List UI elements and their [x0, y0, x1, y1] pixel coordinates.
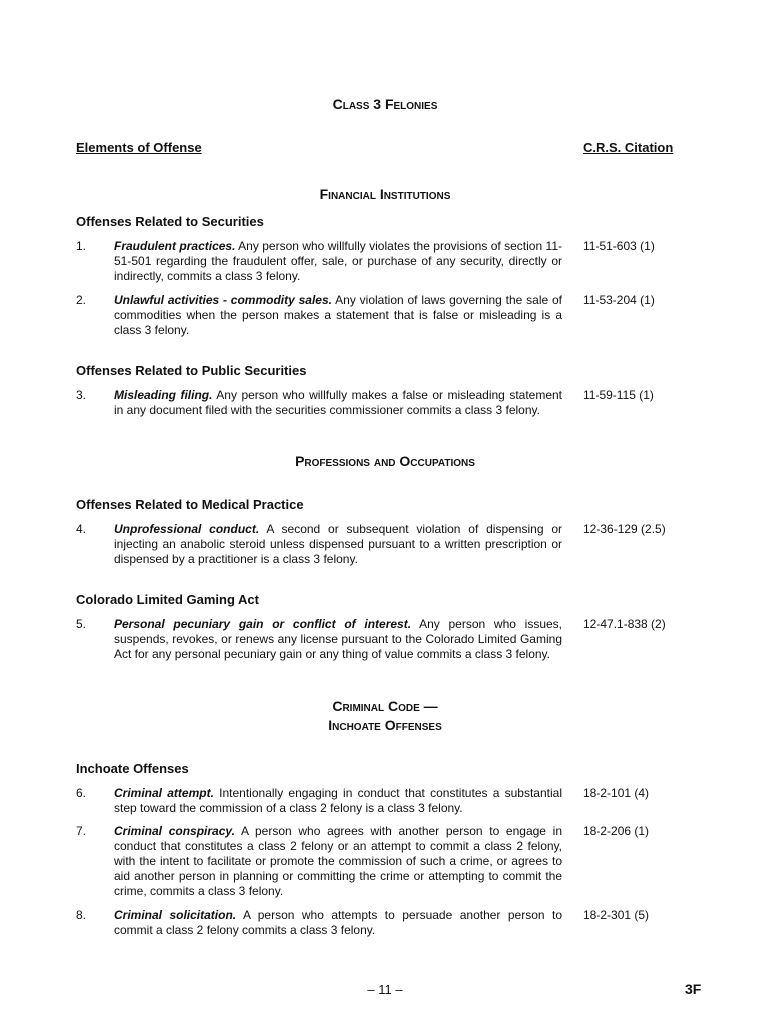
page-number: – 11 – [367, 982, 403, 997]
entry-term: Fraudulent practices. [114, 239, 236, 253]
entry-description: Any person who issues, suspends, revokes, or renews any license pursuant to the Colorado Limited Gaming Act for any personal pecuniary gain or any thing of value commits a class 3 felony. [114, 617, 562, 661]
entry-text [114, 786, 562, 816]
entry-term: Personal pecuniary gain or conflict of interest. [114, 617, 412, 631]
entry-text [114, 908, 562, 938]
section-title-criminal-code: Criminal Code — [332, 698, 438, 714]
entry-number: 4. [76, 522, 87, 536]
entry-number: 7. [76, 824, 87, 838]
entry-text [114, 239, 562, 284]
subhead-public-securities: Offenses Related to Public Securities [76, 363, 307, 378]
entry-description: A person who attempts to persuade another person to commit a class 2 felony commits a class 3 felony. [114, 908, 563, 937]
entry-citation: 18-2-206 (1) [583, 824, 650, 838]
entry-citation: 11-53-204 (1) [583, 293, 655, 307]
entry-text [114, 522, 562, 567]
column-header-elements: Elements of Offense [76, 140, 202, 155]
entry-description: Intentionally engaging in conduct that constitutes a substantial step toward the commission of a class 2 felony is a class 3 felony. [114, 786, 562, 815]
entry-text [114, 617, 562, 662]
entry-citation: 12-47.1-838 (2) [583, 617, 666, 631]
section-title-financial-institutions: Financial Institutions [319, 186, 451, 202]
section-code: 3F [685, 981, 702, 997]
subhead-limited-gaming: Colorado Limited Gaming Act [76, 592, 259, 607]
entry-description: A person who agrees with another person to engage in conduct that constitutes a class 2 felony or an attempt to commit a class 2 felony, with the intent to facilitate or promote the commission of such a crime, or agrees to aid another person in planning or committing the crime or attempting to commit the crime, commits a class 3 felony. [114, 824, 562, 898]
entry-term: Unlawful activities - commodity sales. [114, 293, 332, 307]
entry-citation: 11-59-115 (1) [583, 388, 654, 402]
entry-number: 8. [76, 908, 87, 922]
section-title-inchoate: Inchoate Offenses [328, 717, 442, 733]
entry-term: Criminal conspiracy. [114, 824, 235, 838]
entry-description: Any person who willfully violates the provisions of section 11-51-501 regarding the fraudulent offer, sale, or purchase of any security, directly or indirectly, commits a class 3 felony. [114, 239, 562, 283]
entry-description: Any violation of laws governing the sale of commodities when the person makes a statement that is false or misleading is a class 3 felony. [114, 293, 562, 337]
page-title: Class 3 Felonies [332, 96, 438, 112]
column-header-citation: C.R.S. Citation [583, 140, 674, 155]
entry-number: 5. [76, 617, 87, 631]
entry-citation: 18-2-301 (5) [583, 908, 650, 922]
entry-term: Criminal solicitation. [114, 908, 237, 922]
entry-number: 6. [76, 786, 87, 800]
entry-term: Criminal attempt. [114, 786, 214, 800]
entry-text [114, 293, 562, 338]
subhead-inchoate-offenses: Inchoate Offenses [76, 761, 189, 776]
entry-description: Any person who willfully makes a false or misleading statement in any document filed with the securities commissioner commits a class 3 felony. [114, 388, 563, 417]
entry-text [114, 824, 562, 899]
entry-term: Misleading filing. [114, 388, 213, 402]
entry-number: 2. [76, 293, 87, 307]
entry-term: Unprofessional conduct. [114, 522, 260, 536]
entry-citation: 11-51-603 (1) [583, 239, 655, 253]
entry-number: 3. [76, 388, 87, 402]
subhead-securities: Offenses Related to Securities [76, 214, 264, 229]
entry-description: A second or subsequent violation of dispensing or injecting an anabolic steroid unless dispensed pursuant to a written prescription or dispensed by a practitioner is a class 3 felony. [114, 522, 562, 566]
entry-citation: 12-36-129 (2.5) [583, 522, 666, 536]
section-title-professions: Professions and Occupations [295, 453, 475, 469]
subhead-medical-practice: Offenses Related to Medical Practice [76, 497, 304, 512]
entry-text [114, 388, 562, 418]
entry-citation: 18-2-101 (4) [583, 786, 650, 800]
entry-number: 1. [76, 239, 87, 253]
